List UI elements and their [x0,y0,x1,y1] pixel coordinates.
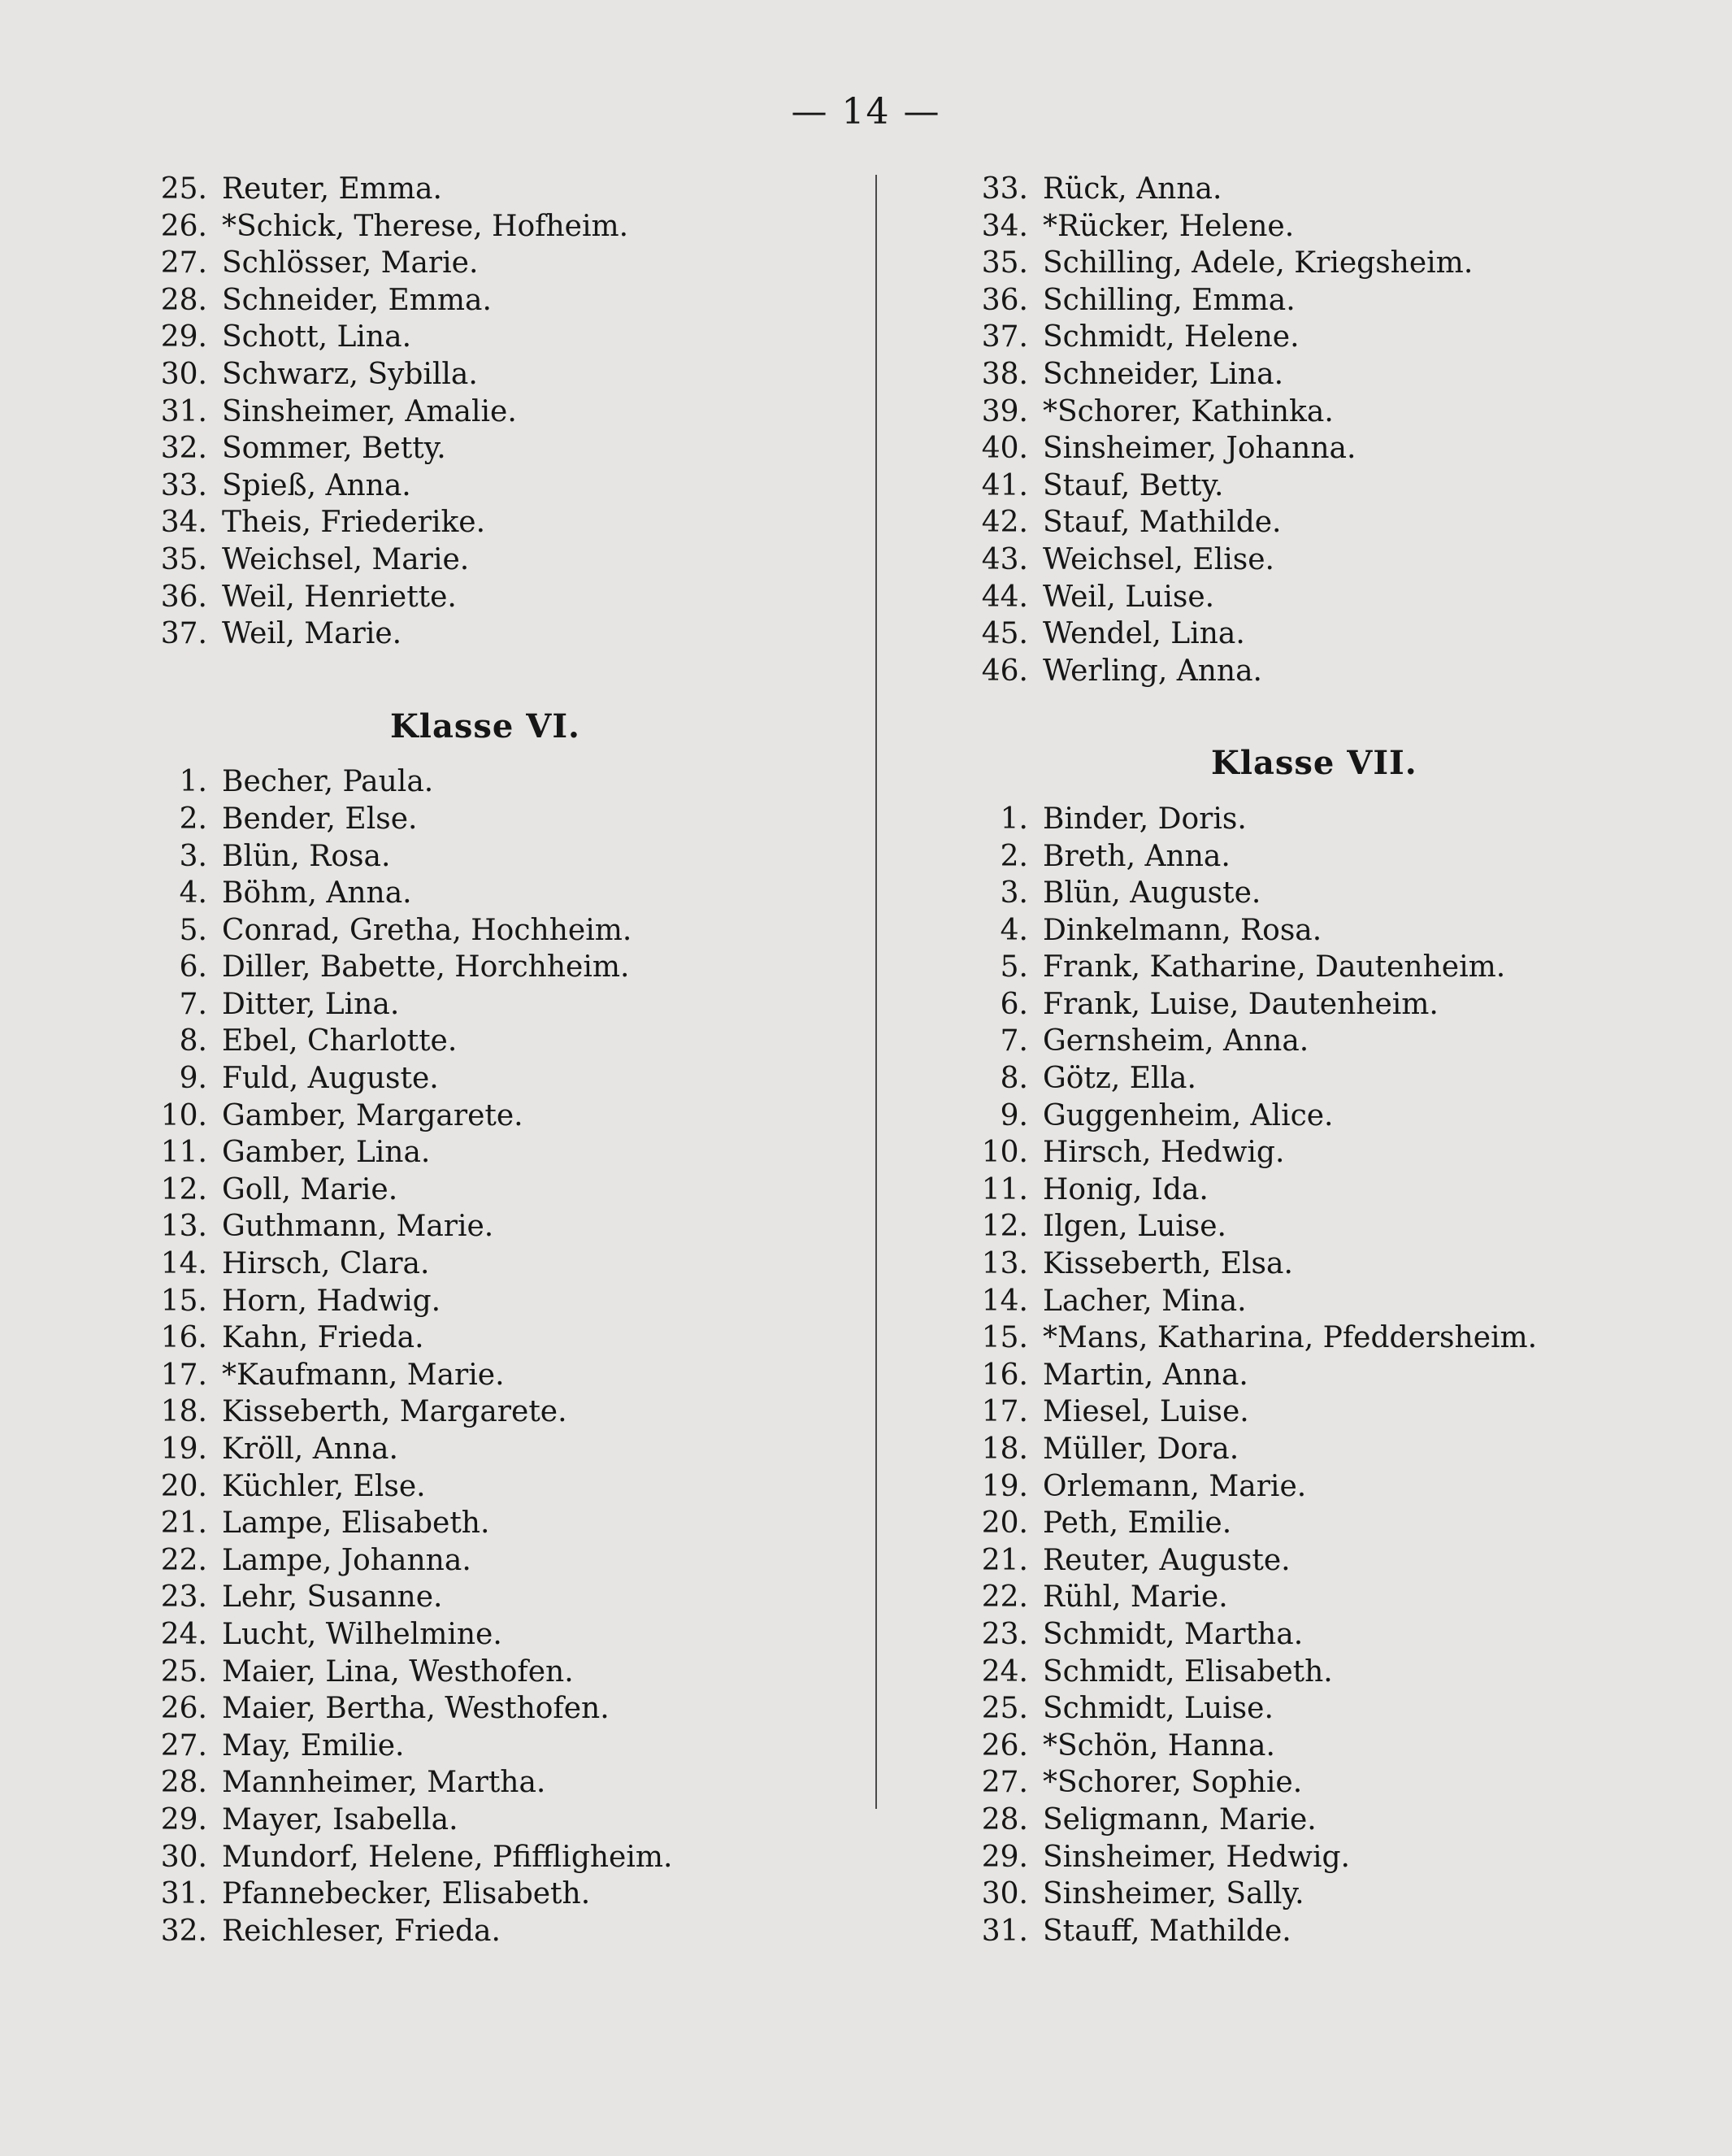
entry-name: Guthmann, Marie. [222,1210,494,1244]
list-item [943,1913,1723,1950]
entry-name: *Schön, Hanna. [1043,1728,1275,1763]
entry-name: Schmidt, Luise. [1043,1692,1274,1726]
entry-number: 14. [160,1247,207,1281]
list-item [943,1283,1723,1320]
entry-number: 12. [981,1210,1028,1244]
list-item [943,949,1723,986]
entry-name: Mannheimer, Martha. [222,1766,546,1800]
entry-name: Rück, Anna. [1043,172,1222,206]
entry-name: Seligmann, Marie. [1043,1802,1317,1837]
entry-name: May, Emilie. [222,1728,405,1763]
list-item [122,1245,902,1283]
list-item [122,579,902,616]
entry-number: 13. [981,1247,1028,1281]
entry-number: 46. [981,654,1028,688]
list-item [122,1764,902,1802]
list-item [122,1876,902,1913]
entry-name: Reuter, Auguste. [1043,1543,1291,1577]
list-item [943,467,1723,505]
entry-name: *Rücker, Helene. [1043,209,1295,243]
entry-number: 36. [981,283,1028,317]
entry-name: Hirsch, Clara. [222,1247,430,1281]
entry-number: 1. [1000,802,1028,836]
entry-name: Sinsheimer, Amalie. [222,394,517,428]
list-item [122,912,902,950]
entry-name: Blün, Rosa. [222,839,391,873]
list-item [122,171,902,208]
list-item [122,1134,902,1171]
entry-name: Lampe, Johanna. [222,1543,471,1577]
list-item [122,1616,902,1654]
list-item [943,1690,1723,1728]
entry-number: 36. [160,580,207,614]
entry-name: Diller, Babette, Horchheim. [222,950,630,985]
entry-number: 8. [1000,1062,1028,1096]
entry-number: 27. [981,1766,1028,1800]
list-item [122,245,902,282]
entry-name: *Schorer, Kathinka. [1043,394,1334,428]
list-item [122,1171,902,1209]
entry-name: Weil, Luise. [1043,580,1215,614]
entry-name: Schwarz, Sybilla. [222,357,478,391]
entry-number: 29. [981,1840,1028,1874]
entry-number: 33. [160,468,207,502]
list-item [122,1913,902,1950]
entry-name: Schneider, Lina. [1043,357,1284,391]
entry-number: 26. [160,1692,207,1726]
list-item [943,1208,1723,1245]
list-item [122,875,902,912]
entry-number: 30. [160,357,207,391]
entry-number: 35. [981,246,1028,280]
entry-name: Peth, Emilie. [1043,1506,1232,1541]
list-item [122,1357,902,1394]
entry-name: Sommer, Betty. [222,432,446,466]
entry-number: 19. [160,1432,207,1466]
list-item [122,838,902,876]
list-item [943,1876,1723,1913]
entry-number: 10. [160,1098,207,1132]
entry-number: 34. [160,506,207,540]
list-item [122,430,902,467]
entry-number: 22. [160,1543,207,1577]
list-item [122,356,902,393]
left-top-list [122,171,902,653]
entry-number: 28. [160,283,207,317]
entry-number: 28. [160,1766,207,1800]
entry-name: Werling, Anna. [1043,654,1262,688]
list-item [122,1654,902,1691]
list-item [943,875,1723,912]
entry-number: 7. [179,987,207,1021]
list-item [943,356,1723,393]
entry-number: 5. [179,913,207,947]
left-class-list [122,763,902,1950]
entry-number: 15. [160,1284,207,1318]
entry-name: Ebel, Charlotte. [222,1024,458,1058]
page-number: — 14 — [791,91,941,133]
entry-name: Mayer, Isabella. [222,1802,458,1837]
entry-name: *Mans, Katharina, Pfeddersheim. [1043,1321,1538,1355]
list-item [943,1542,1723,1580]
list-item [943,1319,1723,1357]
entry-number: 30. [160,1840,207,1874]
entry-number: 31. [160,394,207,428]
list-item [122,1319,902,1357]
list-item [122,1208,902,1245]
entry-number: 25. [160,172,207,206]
list-item [122,986,902,1024]
entry-number: 24. [160,1617,207,1651]
list-item [122,763,902,801]
entry-number: 9. [1000,1098,1028,1132]
list-item [943,1171,1723,1209]
list-item [943,801,1723,838]
entry-name: Müller, Dora. [1043,1432,1239,1466]
entry-number: 29. [160,1802,207,1837]
entry-name: Wendel, Lina. [1043,617,1245,651]
entry-number: 20. [981,1506,1028,1541]
section-heading-klasse-vi: Klasse VI. [390,706,580,745]
entry-name: Böhm, Anna. [222,876,412,911]
entry-name: Kisseberth, Margarete. [222,1395,567,1429]
list-item [122,1505,902,1542]
entry-name: Spieß, Anna. [222,468,411,502]
entry-name: Gernsheim, Anna. [1043,1024,1309,1058]
list-item [122,949,902,986]
list-item [122,393,902,431]
entry-number: 19. [981,1469,1028,1503]
list-item [943,1654,1723,1691]
list-item [122,1839,902,1876]
list-item [122,615,902,653]
entry-number: 26. [981,1728,1028,1763]
entry-number: 37. [981,320,1028,354]
list-item [943,912,1723,950]
list-item [943,1245,1723,1283]
list-item [122,282,902,319]
entry-number: 18. [981,1432,1028,1466]
entry-name: Becher, Paula. [222,765,434,799]
entry-number: 17. [981,1395,1028,1429]
entry-number: 11. [160,1136,207,1170]
list-item [122,541,902,579]
list-item [122,1060,902,1098]
entry-number: 34. [981,209,1028,243]
entry-number: 29. [160,320,207,354]
entry-name: Lampe, Elisabeth. [222,1506,490,1541]
entry-number: 27. [160,246,207,280]
entry-name: Stauff, Mathilde. [1043,1914,1291,1948]
entry-name: Hirsch, Hedwig. [1043,1136,1285,1170]
entry-number: 21. [160,1506,207,1541]
entry-name: Mundorf, Helene, Pfiffligheim. [222,1840,673,1874]
list-item [122,1802,902,1839]
entry-name: Martin, Anna. [1043,1358,1248,1392]
entry-name: Götz, Ella. [1043,1062,1196,1096]
entry-number: 17. [160,1358,207,1392]
entry-name: Schott, Lina. [222,320,412,354]
entry-number: 33. [981,172,1028,206]
entry-name: Weil, Henriette. [222,580,457,614]
list-item [943,838,1723,876]
entry-name: Ditter, Lina. [222,987,400,1021]
entry-number: 27. [160,1728,207,1763]
entry-number: 7. [1000,1024,1028,1058]
entry-name: Reuter, Emma. [222,172,442,206]
entry-name: Breth, Anna. [1043,839,1231,873]
entry-name: Schmidt, Elisabeth. [1043,1654,1333,1689]
entry-number: 2. [1000,839,1028,873]
entry-name: Schmidt, Martha. [1043,1617,1304,1651]
list-item [943,282,1723,319]
entry-name: Maier, Bertha, Westhofen. [222,1692,610,1726]
entry-name: Rühl, Marie. [1043,1580,1228,1615]
entry-name: Sinsheimer, Hedwig. [1043,1840,1350,1874]
entry-number: 16. [160,1321,207,1355]
entry-name: Stauf, Betty. [1043,468,1224,502]
list-item [943,430,1723,467]
entry-name: Gamber, Lina. [222,1136,431,1170]
list-item [122,1023,902,1060]
entry-name: Conrad, Gretha, Hochheim. [222,913,632,947]
entry-number: 1. [179,765,207,799]
entry-number: 18. [160,1395,207,1429]
list-item [943,1357,1723,1394]
entry-number: 12. [160,1172,207,1206]
list-item [122,1098,902,1135]
list-item [943,615,1723,653]
list-item [943,1802,1723,1839]
entry-name: *Schick, Therese, Hofheim. [222,209,629,243]
list-item [122,208,902,246]
right-top-list [943,171,1723,689]
list-item [943,245,1723,282]
list-item [943,171,1723,208]
list-item [122,504,902,541]
right-class-list [943,801,1723,1950]
entry-number: 32. [160,432,207,466]
entry-name: Blün, Auguste. [1043,876,1261,911]
entry-number: 3. [179,839,207,873]
entry-number: 15. [981,1321,1028,1355]
left-column [122,171,902,1950]
entry-number: 43. [981,542,1028,576]
list-item [943,1393,1723,1431]
list-item [122,319,902,356]
entry-number: 16. [981,1358,1028,1392]
entry-name: Kisseberth, Elsa. [1043,1247,1293,1281]
list-item [943,579,1723,616]
list-item [943,541,1723,579]
list-item [943,504,1723,541]
entry-name: Kahn, Frieda. [222,1321,424,1355]
entry-number: 6. [1000,987,1028,1021]
entry-number: 11. [981,1172,1028,1206]
entry-number: 3. [1000,876,1028,911]
entry-name: Lacher, Mina. [1043,1284,1247,1318]
entry-name: *Schorer, Sophie. [1043,1766,1303,1800]
entry-name: Honig, Ida. [1043,1172,1209,1206]
entry-number: 40. [981,432,1028,466]
list-item [122,467,902,505]
entry-number: 42. [981,506,1028,540]
entry-number: 4. [179,876,207,911]
list-item [943,1579,1723,1616]
list-item [943,986,1723,1024]
entry-name: Reichleser, Frieda. [222,1914,501,1948]
entry-name: Küchler, Else. [222,1469,426,1503]
list-item [122,801,902,838]
list-item [943,1616,1723,1654]
list-item [943,1728,1723,1765]
entry-number: 25. [981,1692,1028,1726]
entry-name: Sinsheimer, Johanna. [1043,432,1357,466]
entry-name: Frank, Katharine, Dautenheim. [1043,950,1506,985]
entry-name: Schneider, Emma. [222,283,492,317]
list-item [943,1431,1723,1468]
entry-number: 44. [981,580,1028,614]
entry-number: 22. [981,1580,1028,1615]
section-heading-klasse-vii: Klasse VII. [1211,744,1417,783]
entry-name: Goll, Marie. [222,1172,398,1206]
entry-name: Ilgen, Luise. [1043,1210,1226,1244]
entry-name: Maier, Lina, Westhofen. [222,1654,574,1689]
entry-name: Theis, Friederike. [222,506,486,540]
entry-name: *Kaufmann, Marie. [222,1358,505,1392]
entry-number: 6. [179,950,207,985]
list-item [943,1134,1723,1171]
entry-number: 9. [179,1062,207,1096]
entry-number: 10. [981,1136,1028,1170]
entry-number: 39. [981,394,1028,428]
right-column [943,171,1723,1950]
entry-number: 4. [1000,913,1028,947]
entry-number: 20. [160,1469,207,1503]
entry-name: Schilling, Emma. [1043,283,1296,317]
list-item [122,1690,902,1728]
list-item [122,1468,902,1506]
list-item [943,1468,1723,1506]
entry-name: Kröll, Anna. [222,1432,398,1466]
list-item [943,319,1723,356]
entry-number: 23. [981,1617,1028,1651]
entry-number: 14. [981,1284,1028,1318]
list-item [122,1542,902,1580]
entry-name: Guggenheim, Alice. [1043,1098,1334,1132]
entry-number: 21. [981,1543,1028,1577]
entry-number: 37. [160,617,207,651]
entry-name: Lehr, Susanne. [222,1580,443,1615]
list-item [943,1060,1723,1098]
entry-name: Horn, Hadwig. [222,1284,441,1318]
entry-name: Pfannebecker, Elisabeth. [222,1877,591,1911]
entry-name: Weichsel, Marie. [222,542,470,576]
entry-number: 30. [981,1877,1028,1911]
list-item [122,1579,902,1616]
list-item [122,1431,902,1468]
entry-number: 45. [981,617,1028,651]
list-item [943,1023,1723,1060]
list-item [943,1839,1723,1876]
list-item [943,1764,1723,1802]
entry-name: Gamber, Margarete. [222,1098,523,1132]
entry-number: 28. [981,1802,1028,1837]
entry-name: Schilling, Adele, Kriegsheim. [1043,246,1474,280]
entry-name: Miesel, Luise. [1043,1395,1249,1429]
entry-number: 25. [160,1654,207,1689]
entry-name: Lucht, Wilhelmine. [222,1617,502,1651]
entry-number: 8. [179,1024,207,1058]
list-item [943,208,1723,246]
entry-number: 24. [981,1654,1028,1689]
entry-number: 32. [160,1914,207,1948]
entry-name: Orlemann, Marie. [1043,1469,1307,1503]
entry-name: Bender, Else. [222,802,418,836]
list-item [122,1283,902,1320]
entry-number: 13. [160,1210,207,1244]
entry-name: Fuld, Auguste. [222,1062,439,1096]
entry-name: Binder, Doris. [1043,802,1247,836]
entry-number: 23. [160,1580,207,1615]
list-item [122,1393,902,1431]
entry-number: 26. [160,209,207,243]
entry-name: Sinsheimer, Sally. [1043,1877,1304,1911]
list-item [122,1728,902,1765]
entry-name: Stauf, Mathilde. [1043,506,1282,540]
entry-number: 35. [160,542,207,576]
list-item [943,1098,1723,1135]
list-item [943,1505,1723,1542]
list-item [943,653,1723,690]
list-item [943,393,1723,431]
entry-number: 41. [981,468,1028,502]
entry-name: Dinkelmann, Rosa. [1043,913,1322,947]
entry-name: Weichsel, Elise. [1043,542,1274,576]
entry-name: Schmidt, Helene. [1043,320,1300,354]
entry-number: 5. [1000,950,1028,985]
entry-name: Frank, Luise, Dautenheim. [1043,987,1439,1021]
entry-name: Schlösser, Marie. [222,246,479,280]
entry-number: 31. [981,1914,1028,1948]
entry-number: 2. [179,802,207,836]
entry-number: 38. [981,357,1028,391]
entry-name: Weil, Marie. [222,617,402,651]
entry-number: 31. [160,1877,207,1911]
